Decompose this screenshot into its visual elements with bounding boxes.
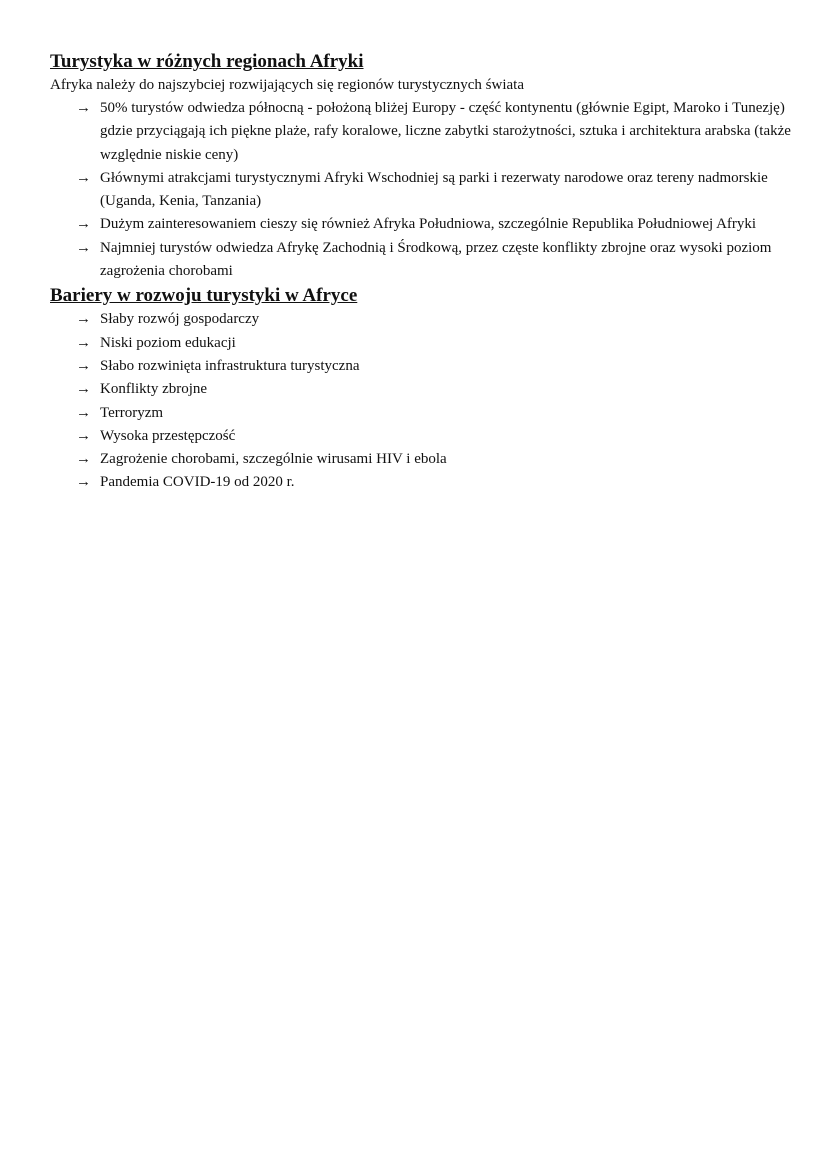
arrow-bullet-icon: → — [76, 451, 91, 468]
barriers-list — [50, 308, 810, 494]
list-item-text: Najmniej turystów odwiedza Afrykę Zachodnią i Środkową, przez częste konflikty zbrojne oraz wysoki poziom zagrożenia chorobami — [100, 239, 772, 280]
list-item-text: Terroryzm — [100, 404, 164, 421]
list-item — [50, 167, 810, 214]
list-item-text: Słaby rozwój gospodarczy — [100, 311, 260, 328]
arrow-bullet-icon: → — [76, 334, 91, 351]
list-item-text: Konflikty zbrojne — [100, 381, 208, 398]
arrow-bullet-icon: → — [76, 311, 91, 328]
list-item — [50, 425, 810, 448]
arrow-bullet-icon: → — [76, 474, 91, 491]
list-item-text: Zagrożenie chorobami, szczególnie wirusami HIV i ebola — [100, 451, 447, 468]
list-item — [50, 97, 810, 167]
list-item-text: Niski poziom edukacji — [100, 334, 236, 351]
regions-list — [50, 97, 810, 283]
list-item-text: 50% turystów odwiedza północną - położoną bliżej Europy - część kontynentu (głównie Egipt, Maroko i Tunezję) gdzie przyciągają ich piękne plaże, rafy koralowe, liczne zabytki starożytności, sztuka i architektura arabska (także względnie niskie ceny) — [100, 100, 791, 163]
arrow-bullet-icon: → — [76, 357, 91, 374]
list-item-text: Wysoka przestępczość — [100, 427, 236, 444]
document-page — [50, 50, 810, 495]
list-item — [50, 308, 810, 331]
arrow-bullet-icon: → — [76, 100, 91, 116]
list-item — [50, 332, 810, 355]
list-item — [50, 378, 810, 401]
arrow-bullet-icon: → — [76, 427, 91, 444]
list-item — [50, 355, 810, 378]
list-item — [50, 213, 810, 236]
arrow-bullet-icon: → — [76, 169, 91, 186]
section-heading-tourism-regions: Turystyka w różnych regionach Afryki — [50, 51, 364, 72]
list-item — [50, 471, 810, 494]
arrow-bullet-icon: → — [76, 381, 91, 398]
list-item-text: Głównymi atrakcjami turystycznymi Afryki Wschodniej są parki i rezerwaty narodowe oraz tereny nadmorskie (Uganda, Kenia, Tanzania) — [100, 169, 768, 210]
list-item-text: Pandemia COVID-19 od 2020 r. — [100, 474, 295, 491]
arrow-bullet-icon: → — [76, 404, 91, 421]
list-item — [50, 448, 810, 471]
list-item-text: Słabo rozwinięta infrastruktura turystyczna — [100, 357, 360, 374]
section-heading-barriers: Bariery w rozwoju turystyki w Afryce — [50, 285, 358, 307]
list-item — [50, 402, 810, 425]
arrow-bullet-icon: → — [76, 239, 91, 256]
arrow-bullet-icon: → — [76, 216, 91, 233]
list-item — [50, 237, 810, 284]
list-item-text: Dużym zainteresowaniem cieszy się również Afryka Południowa, szczególnie Republika Południowej Afryki — [100, 216, 757, 233]
intro-text: Afryka należy do najszybciej rozwijających się regionów turystycznych świata — [50, 77, 524, 93]
